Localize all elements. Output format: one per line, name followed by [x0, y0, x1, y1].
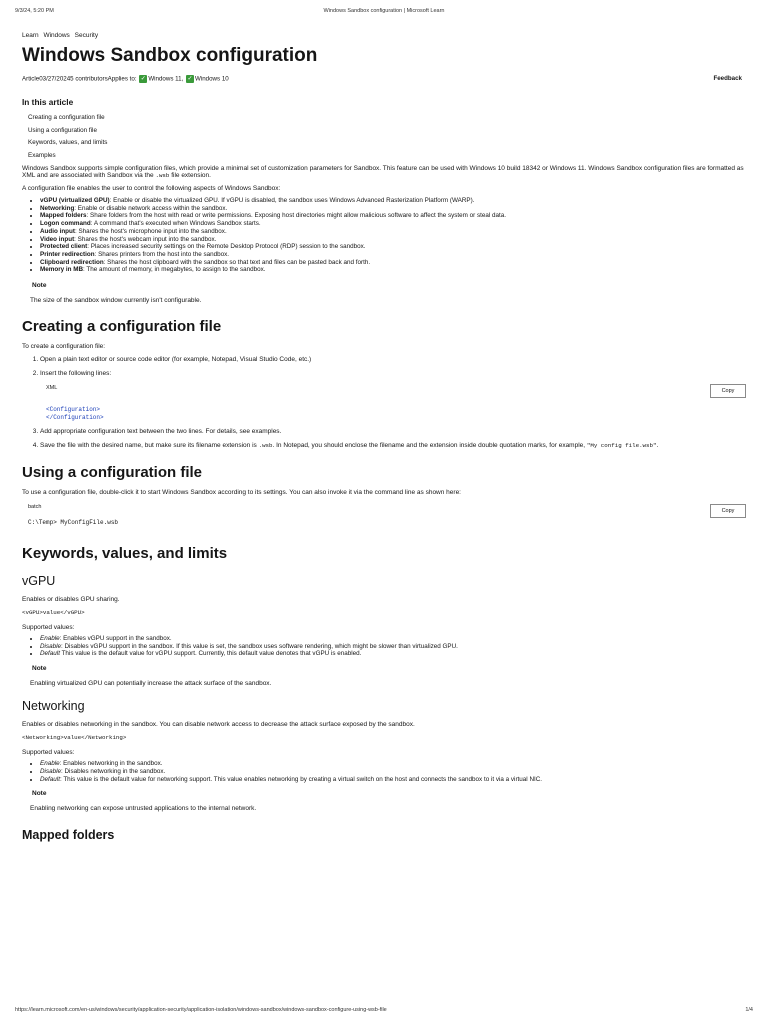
section-heading-keywords: Keywords, values, and limits	[22, 545, 228, 563]
breadcrumb-windows[interactable]: Windows	[43, 32, 70, 39]
intro-paragraph-2: A configuration file enables the user to control the following aspects of Windows Sandbox:	[22, 184, 281, 192]
note-body: The size of the sandbox window currently isn't configurable.	[30, 297, 202, 305]
supported-values-label: Supported values:	[22, 748, 75, 756]
section-heading-mapped-folders: Mapped folders	[22, 828, 115, 843]
toc-item[interactable]: Creating a configuration file	[28, 114, 105, 121]
meta-applies-to: Applies to:	[107, 75, 137, 83]
list-item: 4. Save the file with the desired name, but make sure its filename extension is .wsb. In Notepad, you should enclose the filename and the extension inside double quotation marks, for example, "My config file.wsb".	[40, 442, 746, 450]
supported-values-label: Supported values:	[22, 623, 75, 631]
print-footer	[15, 1007, 753, 1017]
list-item: • Protected client: Places increased security settings on the Remote Desktop Protocol (RDP) session to the sandbox.	[40, 243, 746, 251]
list-item: • Memory in MB: The amount of memory, in megabytes, to assign to the sandbox.	[40, 266, 746, 274]
check-icon: ✓	[140, 76, 146, 82]
intro-paragraph: Windows Sandbox supports simple configuration files, which provide a minimal set of customization parameters for Sandbox. This feature can be used with Windows 10 build 18342 or Windows 11. Windows Sandbox configuration files are formatted as XML and are associated with Sandbox via the .wsb file extension.	[22, 164, 744, 179]
copy-button[interactable]: Copy	[710, 384, 746, 398]
code-language: batch	[28, 504, 42, 511]
networking-syntax: <Networking>value</Networking>	[22, 733, 127, 741]
list-item: • Default: This value is the default value for networking support. This value enables networking by creating a virtual switch on the host and connects the sandbox to it via a virtual NIC.	[40, 776, 746, 784]
toc-item[interactable]: Keywords, values, and limits	[28, 139, 108, 146]
code-content: <Configuration> </Configuration>	[46, 405, 104, 421]
meta-os2: Windows 10	[195, 75, 229, 83]
inline-code: .wsb	[155, 172, 170, 179]
vgpu-values	[22, 635, 746, 658]
feature-list	[22, 197, 746, 274]
print-url: https://learn.microsoft.com/en-us/windows/security/application-security/application-isolation/windows-sandbox/windows-sandbox-configure-using-wsb-file	[15, 1007, 387, 1013]
list-item: • Printer redirection: Shares printers from the host into the sandbox.	[40, 251, 746, 259]
section-heading-vgpu: vGPU	[22, 574, 56, 589]
print-page-number: 1/4	[745, 1007, 753, 1013]
meta-contributors[interactable]: 5 contributors	[70, 75, 108, 83]
note-box	[30, 790, 746, 812]
code-block	[22, 504, 746, 527]
print-header	[15, 8, 753, 18]
section-heading-creating: Creating a configuration file	[22, 318, 222, 336]
article-meta	[22, 75, 746, 87]
list-item: 2. Insert the following lines: XML Copy <Configuration> </Configuration>	[40, 370, 746, 422]
networking-desc: Enables or disables networking in the sandbox. You can disable network access to decrease the attack surface exposed by the sandbox.	[22, 721, 415, 729]
note-box	[30, 282, 746, 304]
list-item: • Logon command: A command that's executed when Windows Sandbox starts.	[40, 220, 746, 228]
section-heading-networking: Networking	[22, 699, 85, 714]
list-item: • Audio input: Shares the host's microphone input into the sandbox.	[40, 228, 746, 236]
creating-steps	[22, 356, 746, 450]
breadcrumb-learn[interactable]: Learn	[22, 32, 39, 39]
meta-date: 03/27/2024	[39, 75, 71, 83]
breadcrumb	[22, 32, 746, 39]
list-item: • Disable: Disables vGPU support in the sandbox. If this value is set, the sandbox uses software rendering, which might be slower than virtualized GPU.	[40, 643, 746, 651]
list-item: • Video input: Shares the host's webcam input into the sandbox.	[40, 236, 746, 244]
note-title: Note	[32, 790, 47, 798]
print-datetime: 9/3/24, 5:20 PM	[15, 8, 54, 14]
list-item: 1. Open a plain text editor or source code editor (for example, Notepad, Visual Studio Code, etc.)	[40, 356, 746, 364]
feedback-button[interactable]: Feedback	[713, 75, 742, 82]
note-title: Note	[32, 282, 47, 290]
list-item: • Enable: Enables networking in the sandbox.	[40, 760, 746, 768]
list-item: • Networking: Enable or disable network access within the sandbox.	[40, 205, 746, 213]
article	[22, 32, 746, 850]
toc-item[interactable]: Examples	[28, 151, 56, 159]
note-title: Note	[32, 665, 47, 673]
vgpu-syntax: <vGPU>value</vGPU>	[22, 608, 85, 616]
meta-os1: Windows 11,	[148, 75, 184, 83]
list-item: • Default This value is the default value for vGPU support. Currently, this default value denotes that vGPU is enabled.	[40, 650, 746, 658]
list-item: • Mapped folders: Share folders from the host with read or write permissions. Exposing host directories might allow malicious software to affect the system or steal data.	[40, 212, 746, 220]
note-body: Enabling virtualized GPU can potentially increase the attack surface of the sandbox.	[30, 680, 272, 688]
vgpu-desc: Enables or disables GPU sharing.	[22, 596, 120, 604]
note-body: Enabling networking can expose untrusted applications to the internal network.	[30, 805, 257, 813]
code-block	[40, 384, 746, 422]
networking-values	[22, 760, 746, 783]
list-item: • Disable: Disables networking in the sandbox.	[40, 768, 746, 776]
note-box	[30, 665, 746, 687]
code-language: XML	[46, 384, 58, 391]
meta-article: Article	[22, 75, 40, 83]
toc-heading: In this article	[22, 97, 74, 107]
copy-button[interactable]: Copy	[710, 504, 746, 518]
toc-item[interactable]: Using a configuration file	[28, 126, 97, 134]
breadcrumb-security[interactable]: Security	[74, 32, 99, 39]
list-item: 3. Add appropriate configuration text between the two lines. For details, see examples.	[40, 428, 746, 436]
list-item: • Clipboard redirection: Shares the host clipboard with the sandbox so that text and files can be pasted back and forth.	[40, 259, 746, 267]
check-icon: ✓	[187, 76, 193, 82]
toc	[28, 114, 746, 159]
using-lead: To use a configuration file, double-click it to start Windows Sandbox according to its settings. You can also invoke it via the command line as shown here:	[22, 488, 461, 496]
creating-lead: To create a configuration file:	[22, 343, 106, 351]
list-item: • Enable: Enables vGPU support in the sandbox.	[40, 635, 746, 643]
list-item: • vGPU (virtualized GPU): Enable or disable the virtualized GPU. If vGPU is disabled, the sandbox uses Windows Advanced Rasterization Platform (WARP).	[40, 197, 746, 205]
code-content: C:\Temp> MyConfigFile.wsb	[28, 519, 119, 527]
section-heading-using: Using a configuration file	[22, 463, 203, 481]
print-title: Windows Sandbox configuration | Microsoft Learn	[323, 8, 445, 14]
page-title: Windows Sandbox configuration	[22, 45, 318, 66]
